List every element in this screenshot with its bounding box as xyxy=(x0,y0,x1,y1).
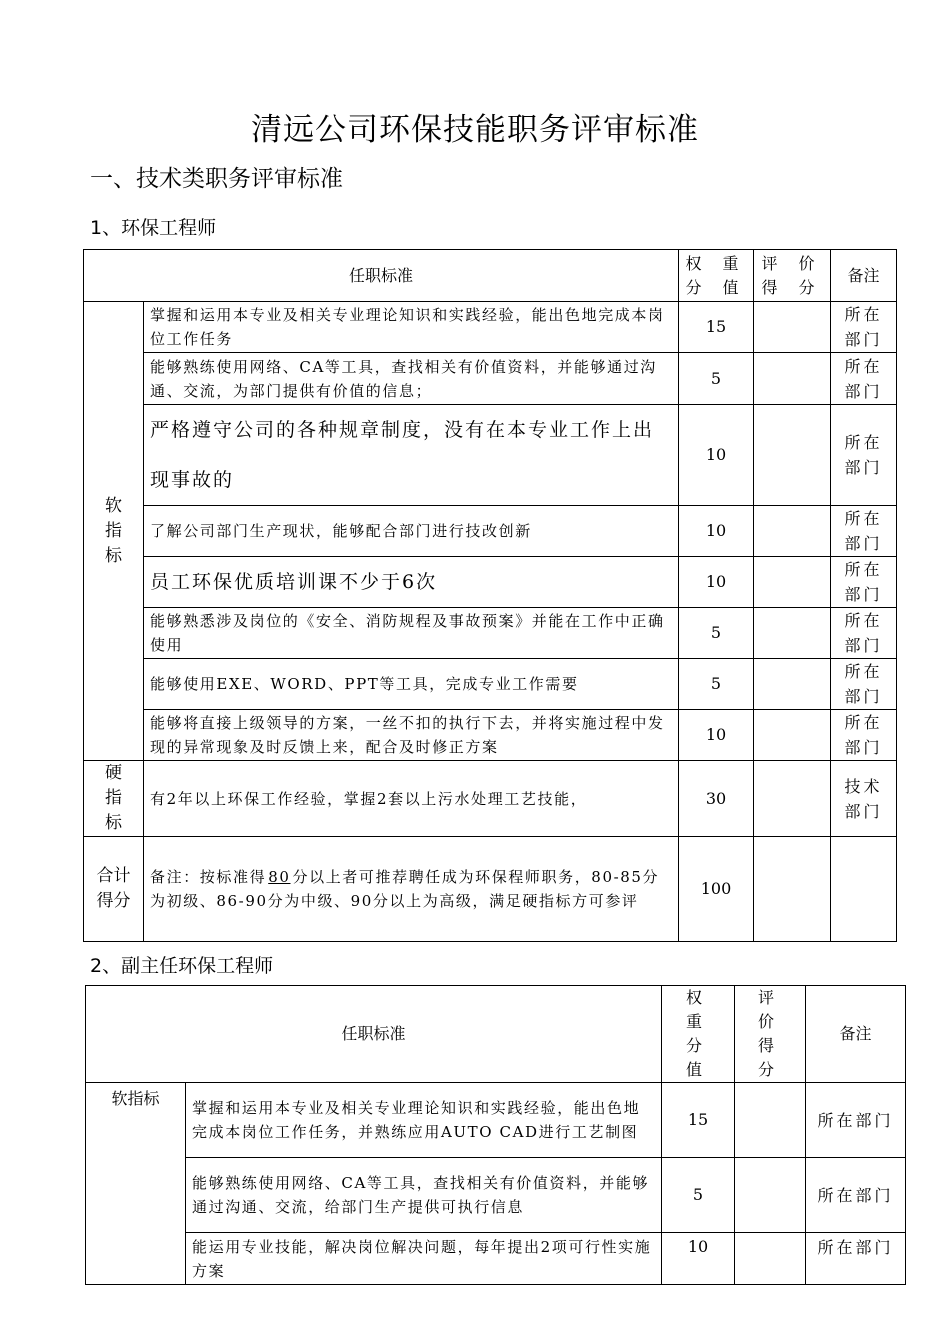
evaluation-cell xyxy=(754,302,831,353)
table-header-row xyxy=(84,250,897,302)
score-value: 5 xyxy=(679,353,754,405)
table-row xyxy=(84,659,897,710)
standard-text: 能运用专业技能，解决岗位解决问题，每年提出2项可行性实施方案 xyxy=(186,1233,662,1285)
standard-text: 能够将直接上级领导的方案，一丝不扣的执行下去，并将实施过程中发现的异常现象及时反馈上来，配合及时修正方案 xyxy=(144,710,679,761)
score-value: 10 xyxy=(679,506,754,557)
header-remark: 备注 xyxy=(806,986,906,1083)
remark-value: 所在 部门 xyxy=(831,710,897,761)
page-title: 清远公司环保技能职务评审标准 xyxy=(251,112,699,148)
table-row xyxy=(86,1233,906,1285)
pass-threshold-value: 80 xyxy=(268,868,291,886)
evaluation-cell xyxy=(735,1158,806,1233)
standard-text: 员工环保优质培训课不少于6次 xyxy=(144,557,679,608)
table-row xyxy=(84,506,897,557)
evaluation-cell xyxy=(754,710,831,761)
evaluation-cell xyxy=(754,557,831,608)
standard-text: 能够使用EXE、WORD、PPT等工具，完成专业工作需要 xyxy=(144,659,679,710)
table-row xyxy=(84,353,897,405)
standard-text: 严格遵守公司的各种规章制度，没有在本专业工作上出现事故的 xyxy=(144,405,679,506)
evaluation-cell xyxy=(754,837,831,942)
standard-text: 掌握和运用本专业及相关专业理论知识和实践经验，能出色地完成本岗位工作任务，并熟练应用AUTO CAD进行工艺制图 xyxy=(186,1083,662,1158)
score-value: 5 xyxy=(662,1158,735,1233)
header-standard: 任职标准 xyxy=(84,250,679,302)
header-standard: 任职标准 xyxy=(86,986,662,1083)
engineer-standards-table xyxy=(83,249,897,942)
score-value: 15 xyxy=(662,1083,735,1158)
hard-indicator-label: 硬 指 标 xyxy=(84,761,144,837)
table-row xyxy=(84,837,897,942)
remark-value: 所在 部门 xyxy=(831,557,897,608)
evaluation-cell xyxy=(754,659,831,710)
subsection-heading-engineer: 1、环保工程师 xyxy=(90,217,217,239)
deputy-engineer-standards-table xyxy=(85,985,906,1285)
remark-value: 所在部门 xyxy=(806,1158,906,1233)
remark-value: 技术 部门 xyxy=(831,761,897,837)
evaluation-cell xyxy=(754,608,831,659)
score-value: 5 xyxy=(679,608,754,659)
evaluation-cell xyxy=(754,761,831,837)
header-evaluation: 评 价 得 分 xyxy=(754,250,831,302)
table-row xyxy=(84,405,897,506)
header-weight: 权 重 分 值 xyxy=(679,250,754,302)
remark-value: 所在部门 xyxy=(806,1083,906,1158)
header-weight: 权 重 分 值 xyxy=(662,986,735,1083)
table-row xyxy=(84,557,897,608)
standard-text: 了解公司部门生产现状，能够配合部门进行技改创新 xyxy=(144,506,679,557)
score-value: 10 xyxy=(662,1233,735,1285)
total-score-label: 合计 得分 xyxy=(84,837,144,942)
score-value: 5 xyxy=(679,659,754,710)
standard-text: 能够熟练使用网络、CA等工具，查找相关有价值资料，并能够通过沟通、交流，为部门提供有价值的信息； xyxy=(144,353,679,405)
table-header-row xyxy=(86,986,906,1083)
standard-text: 掌握和运用本专业及相关专业理论知识和实践经验，能出色地完成本岗位工作任务 xyxy=(144,302,679,353)
remark-value: 所在 部门 xyxy=(831,353,897,405)
total-note-text: 备注：按标准得 80 分以上者可推荐聘任成为环保程师职务，80-85分为初级、86-90分为中级、90分以上为高级，满足硬指标方可参评 xyxy=(144,837,679,942)
score-value: 10 xyxy=(679,710,754,761)
score-value: 10 xyxy=(679,557,754,608)
evaluation-cell xyxy=(754,506,831,557)
table-row xyxy=(84,761,897,837)
evaluation-cell xyxy=(735,1233,806,1285)
score-value: 10 xyxy=(679,405,754,506)
remark-value: 所在部门 xyxy=(806,1233,906,1285)
standard-text: 能够熟练使用网络、CA等工具，查找相关有价值资料，并能够通过沟通、交流，给部门生产提供可执行信息 xyxy=(186,1158,662,1233)
evaluation-cell xyxy=(754,405,831,506)
remark-value: 所在 部门 xyxy=(831,405,897,506)
table-row xyxy=(86,1158,906,1233)
section-heading: 一、技术类职务评审标准 xyxy=(90,166,343,192)
table-row xyxy=(84,710,897,761)
table-row xyxy=(86,1083,906,1158)
score-value: 15 xyxy=(679,302,754,353)
header-evaluation: 评 价 得 分 xyxy=(735,986,806,1083)
remark-value: 所在 部门 xyxy=(831,608,897,659)
evaluation-cell xyxy=(735,1083,806,1158)
table-row xyxy=(84,608,897,659)
soft-indicator-label: 软 指 标 xyxy=(84,302,144,761)
standard-text: 能够熟悉涉及岗位的《安全、消防规程及事故预案》并能在工作中正确使用 xyxy=(144,608,679,659)
score-value: 30 xyxy=(679,761,754,837)
subsection-heading-deputy-engineer: 2、副主任环保工程师 xyxy=(90,955,274,977)
remark-value: 所在 部门 xyxy=(831,302,897,353)
remark-value: 所在 部门 xyxy=(831,506,897,557)
remark-value: 所在 部门 xyxy=(831,659,897,710)
remark-cell xyxy=(831,837,897,942)
soft-indicator-label: 软指标 xyxy=(86,1083,186,1285)
standard-text: 有2年以上环保工作经验，掌握2套以上污水处理工艺技能， xyxy=(144,761,679,837)
header-remark: 备注 xyxy=(831,250,897,302)
evaluation-cell xyxy=(754,353,831,405)
total-score-value: 100 xyxy=(679,837,754,942)
table-row xyxy=(84,302,897,353)
